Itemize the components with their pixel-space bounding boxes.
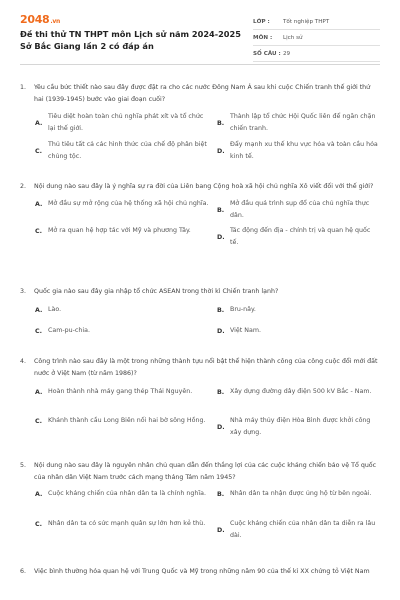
option-text: Mở ra quan hệ hợp tác với Mỹ và phương Tây. <box>48 227 191 234</box>
option-d[interactable] <box>216 225 380 249</box>
option-c[interactable] <box>34 225 212 237</box>
options <box>20 382 380 440</box>
option-letter: C. <box>35 327 43 335</box>
option-text: Mở đầu quá trình sụp đổ của chủ nghĩa thực dân. <box>230 200 370 219</box>
meta-label: MÔN : <box>253 35 273 41</box>
meta-value: Lịch sử <box>283 35 303 41</box>
question-text: Nội dung nào sau đây là ý nghĩa sự ra đời của Liên bang Cộng hoà xã hội chủ nghĩa Xô viết đối với thế giới? <box>34 183 374 190</box>
question-5 <box>20 460 380 544</box>
meta-row-subject <box>253 31 380 46</box>
question-number: 1. <box>20 84 27 91</box>
option-text: Cam-pu-chia. <box>48 327 90 334</box>
question-text: Quốc gia nào sau đây gia nhập tổ chức ASEAN trong thời kì Chiến tranh lạnh? <box>34 288 279 295</box>
question-text: Công trình nào sau đây là một trong những thành tựu nổi bật thể hiện thành công của công cuộc đổi mới đất nước ở Việt Nam (từ năm 1986)? <box>34 358 378 377</box>
question-number: 4. <box>20 358 27 365</box>
option-b[interactable] <box>216 111 380 135</box>
option-text: Lào. <box>48 306 62 313</box>
question-stem <box>20 566 380 578</box>
meta-label: SỐ CÂU : <box>253 51 281 57</box>
option-d[interactable] <box>216 139 380 163</box>
option-text: Thành lập tổ chức Hội Quốc liên để ngăn chặn chiến tranh. <box>230 113 376 132</box>
option-text: Xây dựng đường dây điện 500 kV Bắc - Nam. <box>230 388 372 395</box>
option-text: Mở đầu sự mở rộng của hệ thống xã hội chủ nghĩa. <box>48 200 209 207</box>
option-a[interactable] <box>34 386 212 398</box>
question-3 <box>20 286 380 340</box>
option-d[interactable] <box>216 415 380 439</box>
option-letter: C. <box>35 520 43 528</box>
option-c[interactable] <box>34 325 212 337</box>
meta-row-count <box>253 47 380 62</box>
question-stem <box>20 82 380 106</box>
logo-main: 2048 <box>20 13 50 26</box>
option-letter: C. <box>35 147 43 155</box>
question-stem <box>20 460 380 484</box>
question-text: Việc bình thường hóa quan hệ với Trung Quốc và Mỹ trong những năm 90 của thế kỉ XX chứng tỏ Việt Nam <box>34 568 370 575</box>
option-letter: A. <box>35 200 43 208</box>
option-a[interactable] <box>34 111 212 135</box>
option-c[interactable] <box>34 518 212 530</box>
option-a[interactable] <box>34 198 212 210</box>
option-letter: B. <box>217 388 225 396</box>
question-4 <box>20 356 380 440</box>
meta-label: LỚP : <box>253 19 270 25</box>
options <box>20 486 380 544</box>
option-letter: A. <box>35 490 43 498</box>
meta-value: Tốt nghiệp THPT <box>283 19 330 25</box>
header-divider <box>20 64 380 65</box>
option-letter: D. <box>217 526 225 534</box>
question-number: 3. <box>20 288 27 295</box>
option-text: Tác động đến địa - chính trị và quan hệ quốc tế. <box>230 227 371 246</box>
options <box>20 108 380 164</box>
option-letter: D. <box>217 423 225 431</box>
option-a[interactable] <box>34 304 212 316</box>
options <box>20 195 380 251</box>
option-b[interactable] <box>216 304 380 316</box>
option-letter: A. <box>35 388 43 396</box>
question-stem <box>20 286 380 298</box>
option-d[interactable] <box>216 518 380 542</box>
option-b[interactable] <box>216 488 380 500</box>
logo-suffix: .vn <box>50 18 60 25</box>
option-text: Nhân dân ta nhận được ủng hộ từ bên ngoài. <box>230 490 372 497</box>
header <box>0 0 400 62</box>
option-a[interactable] <box>34 488 212 500</box>
option-text: Việt Nam. <box>230 327 261 334</box>
question-6 <box>20 566 380 578</box>
option-text: Tiêu diệt hoàn toàn chủ nghĩa phát xít và tổ chức lại thế giới. <box>48 113 204 132</box>
question-number: 5. <box>20 462 27 469</box>
option-letter: A. <box>35 119 43 127</box>
question-number: 6. <box>20 568 27 575</box>
option-letter: B. <box>217 119 225 127</box>
site-logo[interactable] <box>20 13 60 26</box>
question-2 <box>20 181 380 251</box>
option-letter: D. <box>217 233 225 241</box>
option-letter: D. <box>217 147 225 155</box>
option-letter: D. <box>217 327 225 335</box>
question-stem <box>20 181 380 193</box>
options <box>20 300 380 340</box>
option-text: Đẩy mạnh xu thế khu vực hóa và toàn cầu hóa kinh tế. <box>230 141 378 160</box>
option-c[interactable] <box>34 139 212 163</box>
question-number: 2. <box>20 183 27 190</box>
option-text: Cuộc kháng chiến của nhân dân ta diễn ra lâu dài. <box>230 520 376 539</box>
option-text: Nhân dân ta có sức mạnh quân sự lớn hơn kẻ thù. <box>48 520 206 527</box>
option-text: Khánh thành cầu Long Biên nối hai bờ sông Hồng. <box>48 417 206 424</box>
option-text: Thủ tiêu tất cả các hình thức của chế độ phân biệt chủng tộc. <box>48 141 207 160</box>
question-1 <box>20 82 380 164</box>
option-letter: B. <box>217 206 225 214</box>
question-text: Yêu cầu bức thiết nào sau đây được đặt ra cho các nước Đông Nam Á sau khi cuộc Chiến tranh thế giới thứ hai (1939-1945) bước vào giai đoạn cuối? <box>34 84 371 103</box>
option-text: Bru-nây. <box>230 306 256 313</box>
option-text: Nhà máy thủy điện Hòa Bình được khởi công xây dựng. <box>230 417 371 436</box>
option-letter: C. <box>35 417 43 425</box>
option-text: Hoàn thành nhà máy gang thép Thái Nguyên. <box>48 388 193 395</box>
question-text: Nội dung nào sau đây là nguyên nhân chủ quan dẫn đến thắng lợi của các cuộc kháng chiến bảo vệ Tổ quốc của nhân dân Việt Nam trước cách mạng tháng Tám năm 1945? <box>34 462 377 481</box>
question-stem <box>20 356 380 380</box>
exam-title: Đề thi thử TN THPT môn Lịch sử năm 2024-2025 Sở Bắc Giang lần 2 có đáp án <box>20 29 241 51</box>
option-letter: B. <box>217 490 225 498</box>
meta-row-class <box>253 15 380 30</box>
option-letter: A. <box>35 306 43 314</box>
exam-meta <box>253 15 380 63</box>
option-letter: B. <box>217 306 225 314</box>
option-b[interactable] <box>216 386 380 398</box>
option-b[interactable] <box>216 198 380 222</box>
option-d[interactable] <box>216 325 380 337</box>
option-text: Cuộc kháng chiến của nhân dân ta là chính nghĩa. <box>48 490 206 497</box>
meta-value: 29 <box>283 51 291 57</box>
option-letter: C. <box>35 227 43 235</box>
option-c[interactable] <box>34 415 212 427</box>
